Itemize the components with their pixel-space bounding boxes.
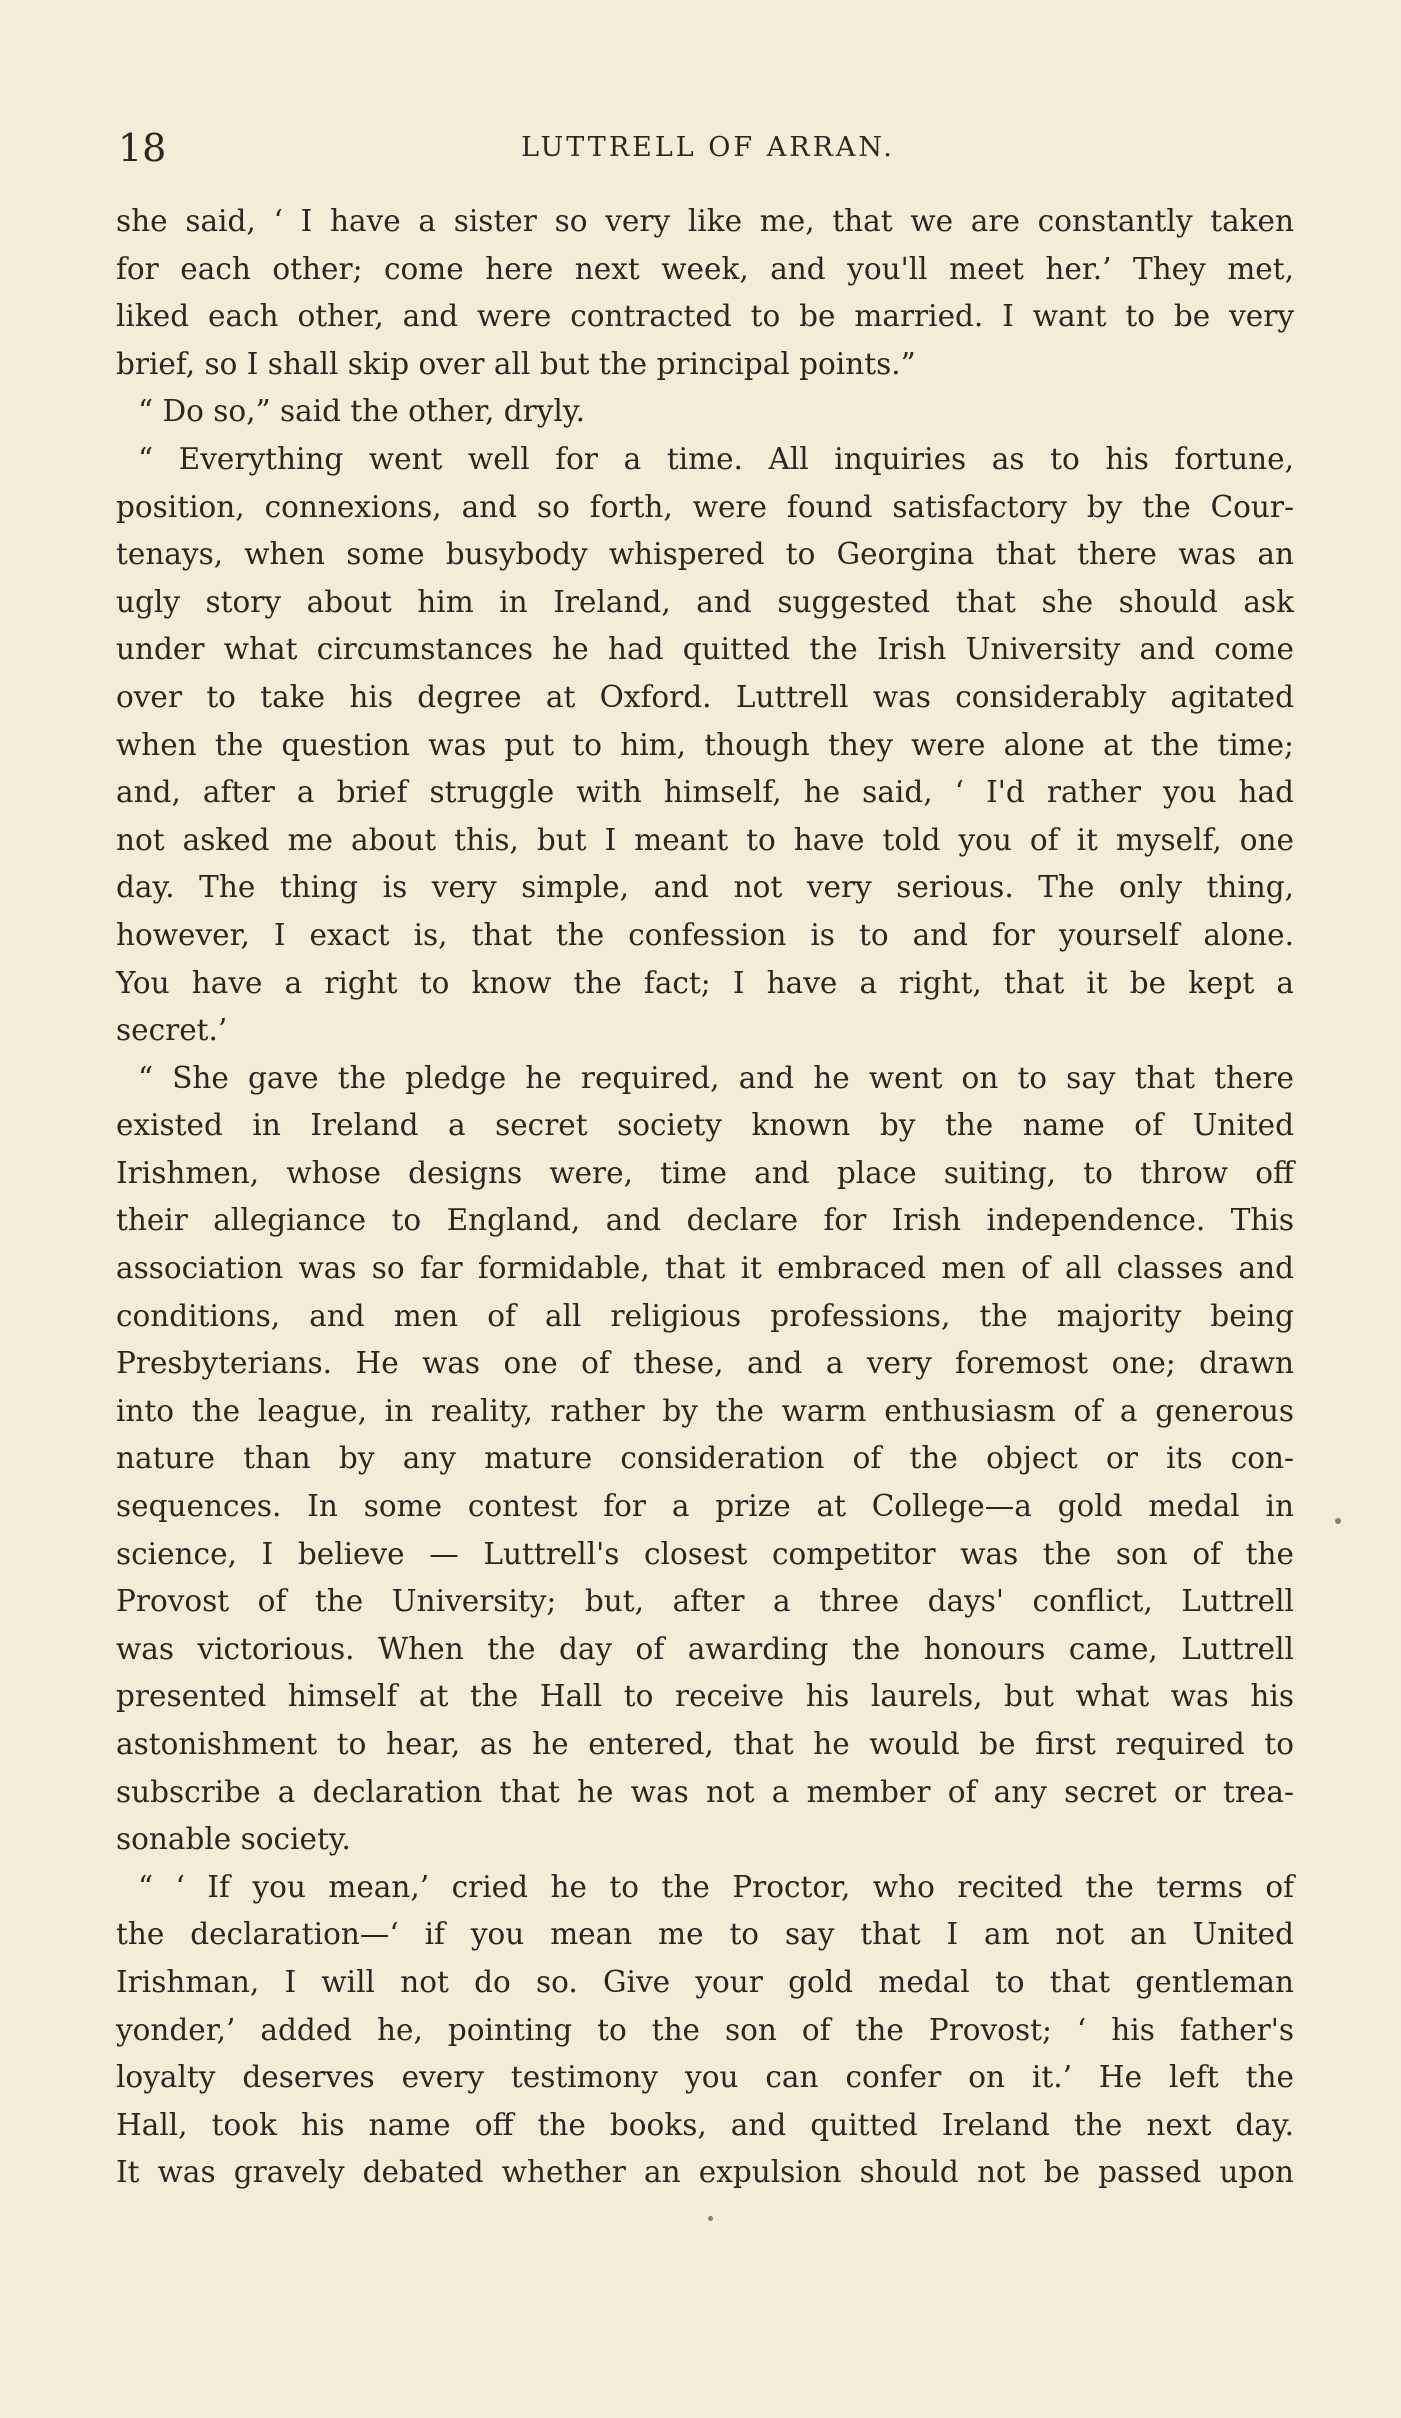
- text-line: liked each other, and were contracted to be married. I want to be very: [116, 299, 1294, 334]
- text-line: conditions, and men of all religious professions, the majority being: [116, 1298, 1294, 1333]
- text-line: astonishment to hear, as he entered, that he would be first required to: [116, 1727, 1294, 1761]
- text-line: yonder,’ added he, pointing to the son of the Provost; ‘ his father's: [116, 2012, 1294, 2047]
- text-line: sonable society.: [116, 1822, 351, 1857]
- text-line: the declaration—‘ if you mean me to say that I am not an United: [116, 1917, 1294, 1952]
- text-line: sequences. In some contest for a prize at College—a gold medal in: [116, 1489, 1294, 1524]
- text-line: loyalty deserves every testimony you can confer on it.’ He left the: [116, 2060, 1294, 2095]
- text-line: “ Everything went well for a time. All inquiries as to his fortune,: [138, 441, 1294, 476]
- text-line: It was gravely debated whether an expulsion should not be passed upon: [116, 2155, 1294, 2190]
- text-line: and, after a brief struggle with himself, he said, ‘ I'd rather you had: [116, 775, 1294, 810]
- text-line: tenays, when some busybody whispered to Georgina that there was an: [116, 537, 1294, 572]
- text-line: into the league, in reality, rather by the warm enthusiasm of a generous: [116, 1393, 1294, 1428]
- text-line: was victorious. When the day of awarding the honours came, Luttrell: [116, 1631, 1294, 1666]
- text-line: Irishmen, whose designs were, time and place suiting, to throw off: [116, 1155, 1294, 1190]
- text-line: science, I believe — Luttrell's closest competitor was the son of the: [116, 1536, 1294, 1571]
- text-line: however, I exact is, that the confession is to and for yourself alone.: [116, 917, 1294, 952]
- text-line: You have a right to know the fact; I have a right, that it be kept a: [116, 965, 1294, 1000]
- text-line: association was so far formidable, that it embraced men of all classes and: [116, 1251, 1294, 1286]
- paper-speck: [708, 2216, 713, 2221]
- text-line: brief, so I shall skip over all but the principal points.”: [116, 346, 916, 381]
- text-line: position, connexions, and so forth, were found satisfactory by the Cour-: [116, 489, 1294, 524]
- text-line: their allegiance to England, and declare for Irish independence. This: [116, 1203, 1294, 1238]
- page-number: 18: [118, 126, 167, 170]
- text-line: day. The thing is very simple, and not very serious. The only thing,: [116, 870, 1294, 905]
- text-line: presented himself at the Hall to receive his laurels, but what was his: [116, 1679, 1294, 1714]
- text-line: when the question was put to him, though they were alone at the time;: [116, 727, 1294, 762]
- text-line: “ ‘ If you mean,’ cried he to the Proctor, who recited the terms of: [138, 1869, 1294, 1904]
- text-line: Irishman, I will not do so. Give your gold medal to that gentleman: [116, 1964, 1294, 1999]
- running-title: LUTTRELL OF ARRAN.: [521, 132, 895, 163]
- body-text: [116, 198, 1294, 2197]
- text-line: Hall, took his name off the books, and quitted Ireland the next day.: [116, 2107, 1294, 2142]
- text-line: she said, ‘ I have a sister so very like me, that we are constantly taken: [116, 204, 1294, 238]
- text-line: ugly story about him in Ireland, and suggested that she should ask: [116, 584, 1294, 619]
- text-line: secret.’: [116, 1013, 228, 1048]
- text-line: not asked me about this, but I meant to have told you of it myself, one: [116, 822, 1294, 857]
- text-line: under what circumstances he had quitted the Irish University and come: [116, 632, 1294, 667]
- text-line: subscribe a declaration that he was not a member of any secret or trea-: [116, 1774, 1294, 1809]
- text-line: “ She gave the pledge he required, and he went on to say that there: [138, 1060, 1294, 1095]
- text-line: existed in Ireland a secret society known by the name of United: [116, 1108, 1294, 1143]
- text-line: Provost of the University; but, after a three days' conflict, Luttrell: [116, 1584, 1294, 1619]
- text-line: Presbyterians. He was one of these, and a very foremost one; drawn: [116, 1346, 1294, 1381]
- page-header: [118, 118, 1298, 178]
- paper-speck: [1335, 1518, 1341, 1524]
- text-line: over to take his degree at Oxford. Luttrell was considerably agitated: [116, 679, 1294, 714]
- text-line: “ Do so,” said the other, dryly.: [138, 394, 585, 429]
- text-line: for each other; come here next week, and you'll meet her.’ They met,: [116, 251, 1294, 286]
- text-line: nature than by any mature consideration of the object or its con-: [116, 1441, 1294, 1476]
